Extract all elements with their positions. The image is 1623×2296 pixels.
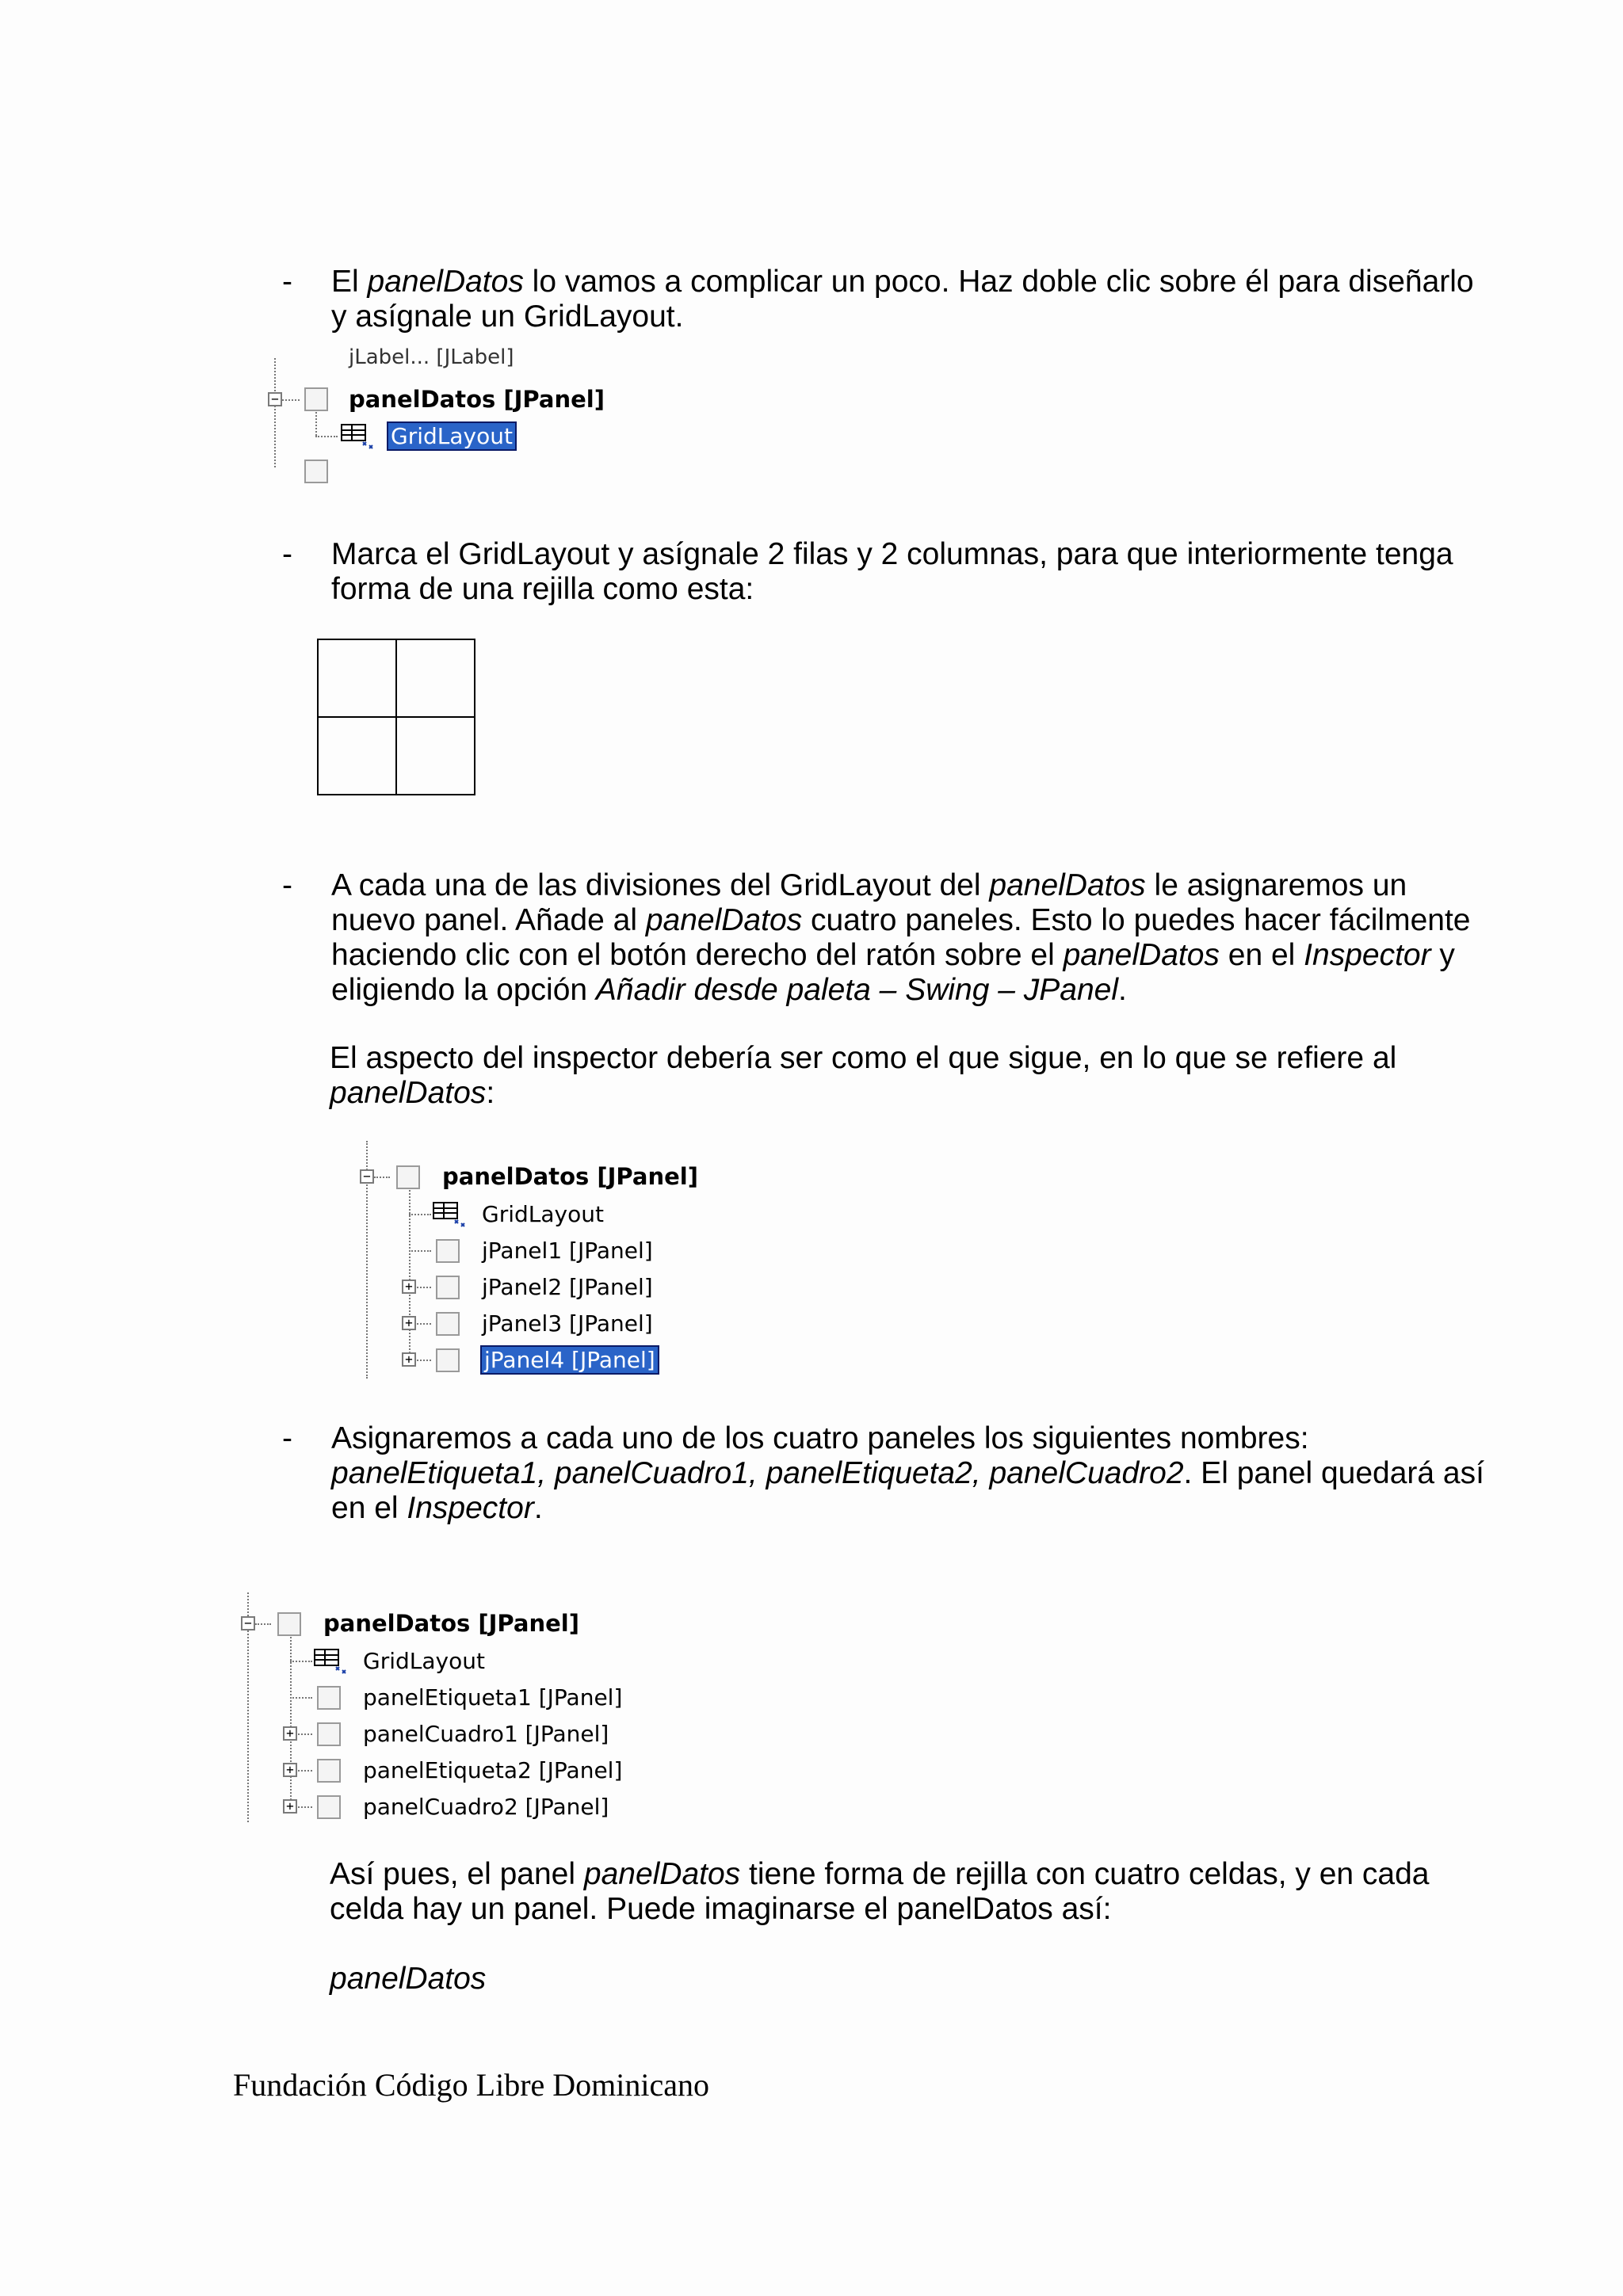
- clipped-tree-row: jLabel... [JLabel]: [349, 345, 514, 369]
- summary-paragraph: Así pues, el panel panelDatos tiene forma de rejilla con cuatro celdas, y en cada celda hay un panel. Puede imaginarse el panelDatos así:: [330, 1857, 1430, 1926]
- tree-node-jpanel2[interactable]: jPanel2 [JPanel]: [482, 1273, 653, 1300]
- expand-icon[interactable]: +: [402, 1316, 416, 1330]
- inspector-screenshot-1: [262, 345, 618, 467]
- gridlayout-icon: [341, 423, 374, 452]
- expand-icon[interactable]: +: [283, 1763, 297, 1777]
- panel-icon: [436, 1312, 460, 1336]
- panelDatos-caption: panelDatos: [330, 1962, 487, 1996]
- gridlayout-icon: [314, 1648, 347, 1676]
- expand-icon[interactable]: +: [402, 1280, 416, 1294]
- collapse-icon[interactable]: −: [241, 1616, 255, 1630]
- inspector-screenshot-3: [238, 1592, 623, 1822]
- panel-icon: [436, 1276, 460, 1299]
- expand-icon[interactable]: +: [283, 1726, 297, 1741]
- panel-icon: [277, 1612, 301, 1636]
- tree-node-panelCuadro1[interactable]: panelCuadro1 [JPanel]: [363, 1720, 609, 1747]
- panel-icon: [396, 1165, 420, 1189]
- collapse-icon[interactable]: −: [360, 1169, 374, 1184]
- bullet-dash: -: [282, 537, 292, 571]
- tree-node-panelDatos[interactable]: panelDatos [JPanel]: [349, 386, 605, 413]
- expand-icon[interactable]: +: [283, 1799, 297, 1814]
- collapse-icon[interactable]: −: [268, 392, 282, 406]
- panel-icon: [317, 1759, 341, 1783]
- tree-node-gridlayout[interactable]: GridLayout: [482, 1200, 604, 1227]
- inspector-screenshot-2: [357, 1141, 698, 1379]
- tree-node-jpanel1[interactable]: jPanel1 [JPanel]: [482, 1237, 653, 1264]
- tree-node-gridlayout[interactable]: GridLayout: [363, 1647, 485, 1674]
- tree-node-gridlayout[interactable]: GridLayout: [388, 418, 515, 454]
- tree-node-panelEtiqueta2[interactable]: panelEtiqueta2 [JPanel]: [363, 1756, 623, 1783]
- instruction-paragraph-3: A cada una de las divisiones del GridLayout del panelDatos le asignaremos un nuevo panel. Añade al panelDatos cuatro paneles. Esto lo puedes hacer fácilmente haciendo clic con el botón derecho del ratón sobre el panelDatos en el Inspector y eligiendo la opción Añadir desde paleta – Swing – JPanel.: [331, 868, 1471, 1007]
- tree-node-panelCuadro2[interactable]: panelCuadro2 [JPanel]: [363, 1793, 609, 1820]
- panel-icon: [317, 1795, 341, 1819]
- panel-icon: [436, 1239, 460, 1263]
- gridlayout-icon: [433, 1201, 466, 1230]
- tree-node-panelDatos[interactable]: panelDatos [JPanel]: [442, 1163, 698, 1190]
- inspector-intro-paragraph: El aspecto del inspector debería ser como el que sigue, en lo que se refiere al panelDatos:: [330, 1041, 1397, 1110]
- panel-icon: [436, 1348, 460, 1372]
- tree-node-jpanel4[interactable]: jPanel4 [JPanel]: [482, 1341, 658, 1378]
- instruction-paragraph-2: Marca el GridLayout y asígnale 2 filas y 2 columnas, para que interiormente tenga forma de una rejilla como esta:: [331, 537, 1453, 606]
- tree-node-panelEtiqueta1[interactable]: panelEtiqueta1 [JPanel]: [363, 1684, 623, 1711]
- tree-node-panelDatos[interactable]: panelDatos [JPanel]: [323, 1610, 579, 1637]
- expand-icon[interactable]: +: [402, 1352, 416, 1367]
- page-footer: Fundación Código Libre Dominicano: [233, 2067, 710, 2103]
- panel-icon: [317, 1686, 341, 1710]
- instruction-paragraph-4: Asignaremos a cada uno de los cuatro paneles los siguientes nombres: panelEtiqueta1, panelCuadro1, panelEtiqueta2, panelCuadro2. El panel quedará así en el Inspector.: [331, 1421, 1484, 1525]
- panel-icon: [317, 1722, 341, 1746]
- bullet-dash: -: [282, 868, 292, 902]
- bullet-dash: -: [282, 1421, 292, 1455]
- bullet-dash: -: [282, 265, 292, 299]
- panel-icon: [304, 387, 328, 411]
- grid-2x2-diagram: [317, 639, 477, 797]
- instruction-paragraph-1: El panelDatos lo vamos a complicar un poco. Haz doble clic sobre él para diseñarlo y asígnale un GridLayout.: [331, 265, 1474, 334]
- tree-node-jpanel3[interactable]: jPanel3 [JPanel]: [482, 1310, 653, 1337]
